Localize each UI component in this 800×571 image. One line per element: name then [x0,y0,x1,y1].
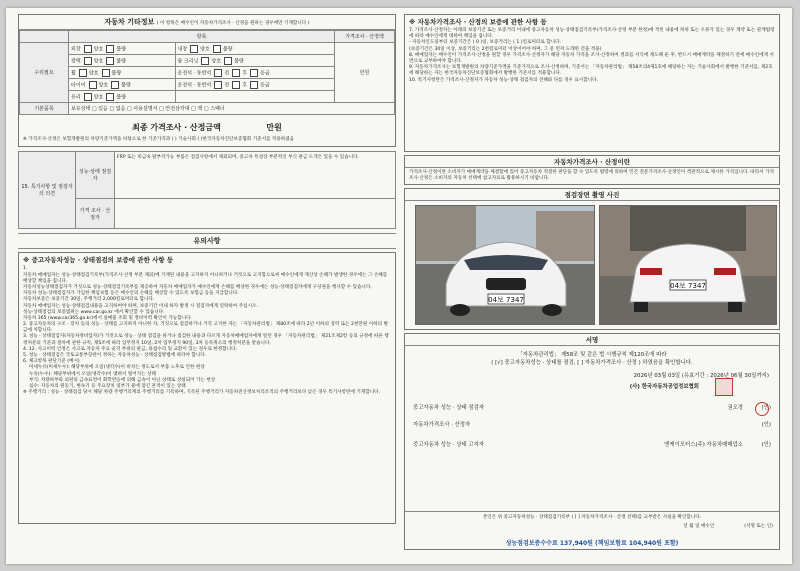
basic-items-label: 기본품목 [20,103,69,115]
list-item: 부식: 차량하부와 외판의 금속표면이 화학반응에 의해 금속이 아닌 상태로 상실되어 가는 현상 [29,377,216,383]
sign-title: 서명 [405,334,779,346]
checkbox[interactable] [214,69,222,77]
checkbox[interactable] [106,93,114,101]
checkbox[interactable] [250,81,258,89]
warranty-section [404,14,780,152]
list-item: 미세누유(미세누수): 해당부위에 오일(냉각수)이 비치는 정도로서 부품 노후로 인한 현상 [29,365,205,371]
final-price-label: 최종 가격조사 · 산정금액 [132,123,221,133]
table-row: 광택 양호 불량 [69,55,176,67]
list-item: 누유(누수): 해당부위에서 오일(냉각수)이 맺혀서 떨어지는 상태 [29,371,156,377]
sign-text-1: 「자동차관리법」 제58조 및 같은 법 시행규칙 제120조에 따라 [517,352,667,359]
price-cell [335,43,395,103]
seal-stamp-icon [755,402,769,416]
left-column [18,14,396,558]
list-item: 자동차 성능·상태점검자가 가입한 책임보험 등은 매수인의 손해를 배상할 수 있도록 보험금 등을 지급합니다. [23,291,239,297]
repair-label: 수리필요 [20,43,69,103]
rear-photo [599,205,777,325]
price-note: ※ 가격조사·산정은 보험개발원의 차량기준가액을 바탕으로 한 기준가격과 ( ) 기술사회 ( )한국자동차진단보증협회 기준서를 적용하였음 [23,137,295,143]
checkbox[interactable] [106,45,114,53]
sign-text-2: ( [√] 중고자동차성능 · 상태를 점검, [ ] 자동차가격조사 · 산정 ) 하였음을 확인합니다. [491,360,693,367]
table-row: 운전석 · 동반석 전 후 응급 [175,67,335,79]
table-row: 휠 양호 불량 [69,67,176,79]
table-row: 외장 양호 불량 [69,43,176,55]
notice-section [18,252,396,524]
checkbox[interactable] [84,93,92,101]
table-row: 유리 양호 불량 [69,91,176,103]
sign-row: 중고자동차 성능 · 상태 고지자 엔케이모터스(주) 자동차매매업소 (인) [413,442,771,449]
photo-section [404,188,780,330]
front-plate-text: 04보 7347 [488,296,524,305]
checkbox[interactable] [250,69,258,77]
checkbox[interactable] [84,45,92,53]
list-item: 침수: 자동차의 원동기, 변속기 등 주요장치 일부가 물에 잠긴 흔적이 있는 상태 [29,383,186,389]
checkbox[interactable] [89,81,97,89]
list-item: 2. 중고자동차의 구조 · 장치 등의 성능 · 상태를 고지하지 아니한 자, 거짓으로 점검하거나 거짓 고지한 자는 「자동차관리법」 제80조에 따라 2년 이하의 징역 또는 2천만원 이하의 벌금에 처합니다. [23,322,388,334]
special-notes-table [18,151,396,229]
table-row: 룸 크리닝 양호 불량 [175,55,335,67]
unit-won: 만원 [359,70,370,77]
checkbox[interactable] [232,69,240,77]
fee-text: 성능점검보증수수료 137,940원 (책임보험료 104,940원 포함) [505,540,679,548]
list-item: 9. 자동차가격조사는 보험개발원의 차량기준가액을 기준가격으로 조사·산정하며, 기준서는 「자동차관리법」 제58조의4제1호에 해당하는 자는 기술사회에서 발행한 기준서를, 제2호에 해당하는 자는 한국자동차진단보증협회에서 발행한 기준서를 적용합니다. [409,65,773,77]
checkbox[interactable] [224,57,232,65]
rear-plate-text: 04보 7347 [670,282,706,291]
checkbox[interactable] [232,81,240,89]
receipt-text: 본인은 위 중고자동차성능 · 상태점검기록부 ( [ ] 자동차가격조사 · 산정 선택)를 교부받은 사실을 확인합니다. [482,515,702,520]
list-item: 자동차성능상태점검자가 거짓으로 성능·상태점검기록부를 제공하여 자동차 매매업자가 매수인에게 손해를 배상한 경우에는 성능·상태점검자에게 구상권을 행사할 수 있습니다. [23,284,372,290]
checkbox[interactable] [213,45,221,53]
repair-table [19,30,395,115]
list-item: 자동차 매매업자는 성능·상태점검내용을 고지하여야 하며, 보증기간 이내 하자 발생 시 점검자에게 연락하여 주십시오. [23,303,258,309]
list-item: 4. 12. 사고이력 인정은 사고로 자동차 주요 골격 부위의 판금, 용접수리 및 교환이 있는 경우로 한정합니다. [23,346,238,352]
special-sub1: 성능·상태 점검자 [76,152,115,199]
appraiser-title: 자동차가격조사 · 산정이란 [405,156,779,168]
sign-date: 2026년 03월 03일 (유효기간 : 2026년 06월 30일까지) [633,373,769,380]
list-item: 자동차 매매업자는 성능·상태점검기록부(가격조사·산정 부분 제외)에 기재된 내용을 고지하지 아니하거나 거짓으로 고지함으로써 매수인에게 재산상 손해가 발생한 경우에는 그 손해를 배상할 책임을 집니다. [23,272,388,284]
car-front-image [416,206,594,324]
list-item: 10. 특기사항란은 가격조사·산정자가 자동차 성능·상태 점검자의 견해와 다를 경우 표시합니다. [409,77,599,83]
photo-title: 점검장면 촬영 사진 [405,189,779,201]
list-item: (보증기간은 30일 이상, 보증거리는 2천킬로미터 이상이어야 하며, 그 중 먼저 도래한 것을 적용) [409,46,602,52]
table-head-price: 가격조사 · 산정액 [335,31,395,43]
list-item: 6. 체크항목 판단기준 (예시) [23,359,80,365]
precautions-title: 유의사항 [18,233,396,249]
signature-section [404,333,780,550]
table-row: 타이어 양호 불량 [69,79,176,91]
car-rear-image [600,206,776,324]
list-item: 자동차보증은 보증기간 30일, 주행거리 2,000킬로미터로 합니다. [23,297,155,303]
receipt-date: 년 월 일 매수인 [683,524,715,530]
table-row: 운전석 · 동반석 전 후 응급 [175,79,335,91]
sign-row: 중고자동차 성능 · 상태 점검자 권오경 (인) [405,402,779,416]
table-row: 내장 양호 불량 [175,43,335,55]
org-seal-icon [715,378,733,396]
list-item: ※ 주행거리 : 성능 · 상태점검 당시 해당 차량 주행거리계의 주행거리를 기록하며, 기록된 주행거리가 자동차전산정보처리조직의 주행거리보다 낮은 경우 특기사항란에 기재합니다. [23,390,381,396]
right-column [404,14,780,558]
receipt-block [405,511,779,533]
other-info-note: ( 이 항목은 매수인이 자동차가격조사 · 산정을 원하는 경우에만 기재합니다 ) [156,21,310,26]
other-info-title: 자동차 기타정보 [104,18,155,26]
list-item: 7. 가격조사·산정자는 아래의 보증기간 또는 보증거리 이내에 중고자동차 성능·상태점검기록부(가격조사·산정 부분 한정)에 적힌 내용에 허위 또는 오류가 있는 경우 계약 또는 관계법령에 따라 매수인에게 대하여 책임을 집니다. [409,28,775,40]
list-item: 3. 성능 · 상태점검자(자동차정비업자)가 거짓으로 성능 · 상태 점검을 하거나 점검한 내용과 다르게 자동차매매업자에게 알린 경우 「자동차관리법」 제21조제2항 등의 규정에 따른 행정처분의 기준과 절차에 관한 규칙, 제5조에 따라 업무정지 10일, 2차 업무정지 90일, 3차 등록취소의 행정처분을 받습니다. [23,334,389,346]
inspection-document [6,8,792,564]
notice-title: ※ 중고자동차성능 · 상태점검의 보증에 관한 사항 등 [23,256,174,265]
special-sub2: 가격 조사 · 산정자 [76,199,115,229]
receipt-seal: (서명 또는 인) [744,524,773,530]
basic-items-text: 보유상태 □ 있음 □ 없음 □ 사용설명서 □ 안전삼각대 □ 잭 □ 스패너 [69,103,395,115]
special-text: FRP 또는 비금속 탈부착가능 부품은 점검사항에서 제외되며, 중고차 특성상 부분적인 부식 판금 도색은 있을 수 있습니다. [115,152,396,199]
list-item: 5. 성능 · 상태점검은 국토교통부장관이 정하는 자동차성능 · 상태점검방법에 따라야 합니다. [23,353,207,358]
other-info-section [18,14,396,147]
checkbox[interactable] [214,81,222,89]
list-item: 자동차 365 (www.car365.go.kr)에서 실매물 조회 및 정비이력 확인이 가능합니다. [23,315,192,321]
appraiser-section [404,155,780,185]
sign-row: 자동차가격조사 · 산정자 (인) [413,421,771,428]
list-item: 성능·상태점검의 보증범위는 www.car.go.kr 에서 확인할 수 있습니다. [23,309,165,315]
table-head-item: 항목 [69,31,335,43]
list-item: 1. [23,266,28,272]
checkbox[interactable] [106,57,114,65]
checkbox[interactable] [84,57,92,65]
checkbox[interactable] [201,57,209,65]
warranty-list [409,28,775,84]
checkbox[interactable] [111,81,119,89]
front-photo [415,205,595,325]
checkbox[interactable] [79,69,87,77]
list-item: 8. 매매업자는 매수인이 가격조사·산정을 원할 경우 가격조사·산정자가 해당 자동차 가격을 조사·산정하여 결과를 서식에 제도해 둔 후, 반드시 매매계약을 체결하기 전에 매수인에게 서면으로 교부하여야 합니다. [409,52,774,64]
final-price-unit: 만원 [266,123,282,133]
org-name: (사) 한국자동차공업정보협회 [629,383,699,390]
appraiser-text: 가격조사·산정이란 소비자가 매매계약을 체결함에 있어 중고자동차 적절한 판단을 할 수 있도록 법령에 의하여 민간 전문가격조사·산정인이 객관적으로 제시한 가격입니다. 따라서 가격조사·산정은 소비자의 자동차 선택에 참고자료로 활용하시기 바랍니다. [409,170,774,182]
list-item: - 자동차인도일부터 보증기간은 ( 0 )일, 보증거리는 ( 1 )킬로미터로 합니다. [409,40,562,46]
notice-list [23,266,391,396]
checkbox[interactable] [190,45,198,53]
warranty-title: ※ 자동차가격조사 · 산정의 보증에 관한 사항 등 [409,18,547,26]
checkbox[interactable] [102,69,110,77]
special-label: 15. 특기사항 및 점검자의 의견 [19,152,76,229]
